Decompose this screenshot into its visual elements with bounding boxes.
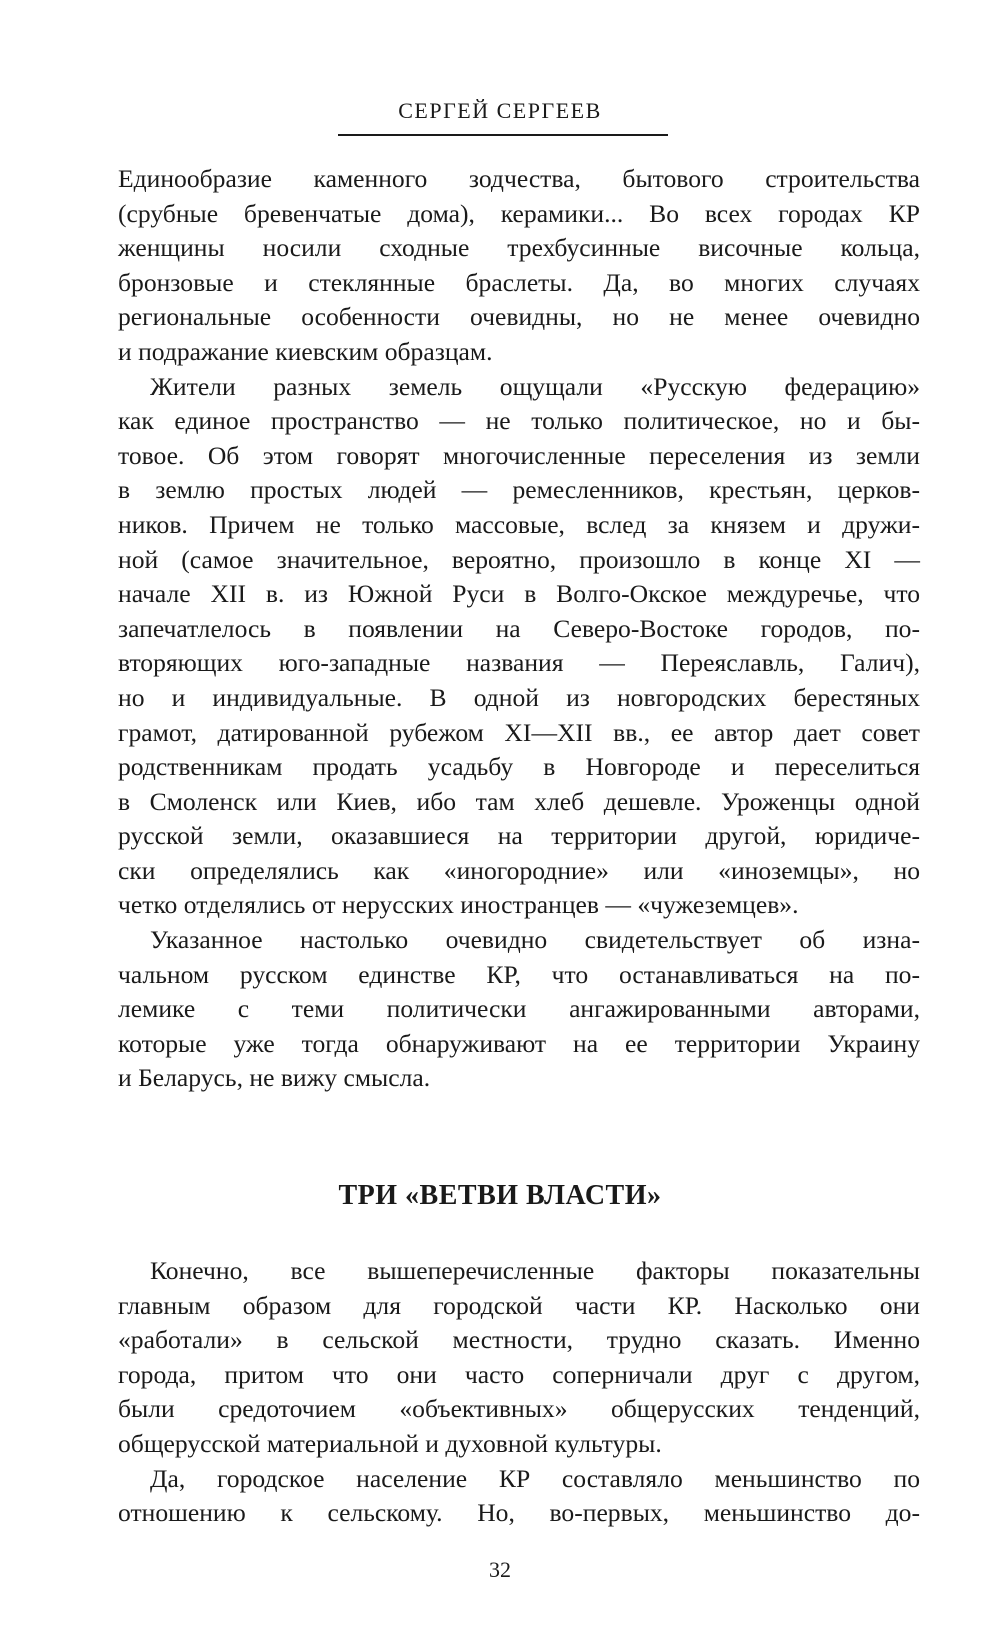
text-line: и подражание киевским образцам.	[118, 336, 493, 366]
text-line: лемике с теми политически ангажированными авторами,	[118, 994, 920, 1024]
paragraph	[118, 370, 920, 924]
text-line: товое. Об этом говорят многочисленные переселения из земли	[118, 440, 920, 470]
text-line: в Смоленск или Киев, ибо там хлеб дешевле. Уроженцы одной	[118, 786, 920, 816]
text-line: грамот, датированной рубежом XI—XII вв., ее автор дает совет	[118, 717, 920, 747]
text-line: главным образом для городской части КР. Насколько они	[118, 1290, 920, 1320]
text-line: были средоточием «объективных» общерусских тенденций,	[118, 1394, 920, 1424]
text-line: Жители разных земель ощущали «Русскую федерацию»	[150, 371, 920, 401]
text-line: бронзовые и стеклянные браслеты. Да, во многих случаях	[118, 267, 920, 297]
running-head-title: СЕРГЕЙ СЕРГЕЕВ	[398, 98, 602, 123]
text-line: города, притом что они часто соперничали друг с другом,	[118, 1359, 920, 1389]
text-line: ной (самое значительное, вероятно, произошло в конце XI —	[118, 544, 920, 574]
body-text-top	[118, 162, 920, 1096]
text-line: отношению к сельскому. Но, во-первых, меньшинство до-	[118, 1498, 920, 1528]
text-line: которые уже тогда обнаруживают на ее территории Украину	[118, 1028, 920, 1058]
text-line: Конечно, все вышеперечисленные факторы показательны	[150, 1256, 920, 1285]
text-line: и Беларусь, не вижу смысла.	[118, 1063, 431, 1093]
text-line: вторяющих юго-западные названия — Переяславль, Галич),	[118, 648, 920, 678]
text-line: женщины носили сходные трехбусинные височные кольца,	[118, 233, 920, 263]
text-line: ски определялись как «иногородние» или «иноземцы», но	[118, 855, 920, 885]
paragraph	[118, 162, 920, 370]
text-line: Единообразие каменного зодчества, бытового строительства	[118, 164, 920, 193]
body-text-bottom	[118, 1254, 920, 1531]
text-line: общерусской материальной и духовной культуры.	[118, 1428, 662, 1458]
text-line: родственникам продать усадьбу в Новгороде и переселиться	[118, 752, 920, 782]
paragraph	[118, 1462, 920, 1531]
text-line: четко отделялись от нерусских иностранцев — «чужеземцев».	[118, 890, 799, 920]
text-line: как единое пространство — не только политическое, но и бы-	[118, 406, 920, 436]
text-line: русской земли, оказавшиеся на территории другой, юридиче-	[118, 821, 920, 851]
section-heading: ТРИ «ВЕТВИ ВЛАСТИ»	[338, 1180, 662, 1211]
text-line: запечатлелось в появлении на Северо-Востоке городов, по-	[118, 613, 920, 643]
paragraph	[118, 923, 920, 1096]
text-line: (срубные бревенчатые дома), керамики... Во всех городах КР	[118, 198, 920, 228]
text-line: Да, городское население КР составляло меньшинство по	[150, 1463, 920, 1493]
text-line: начале XII в. из Южной Руси в Волго-Окское междуречье, что	[118, 579, 920, 609]
text-line: в землю простых людей — ремесленников, крестьян, церков-	[118, 475, 920, 505]
paragraph	[118, 1254, 920, 1462]
text-line: но и индивидуальные. В одной из новгородских берестяных	[118, 682, 920, 712]
page-number: 32	[489, 1557, 511, 1582]
text-line: региональные особенности очевидны, но не менее очевидно	[118, 302, 920, 332]
text-line: чальном русском единстве КР, что останавливаться на по-	[118, 959, 920, 989]
running-head-rule	[338, 134, 668, 136]
text-line: ников. Причем не только массовые, вслед за князем и дружи-	[118, 509, 920, 539]
text-line: «работали» в сельской местности, трудно сказать. Именно	[118, 1325, 920, 1355]
text-line: Указанное настолько очевидно свидетельствует об изна-	[150, 925, 920, 955]
